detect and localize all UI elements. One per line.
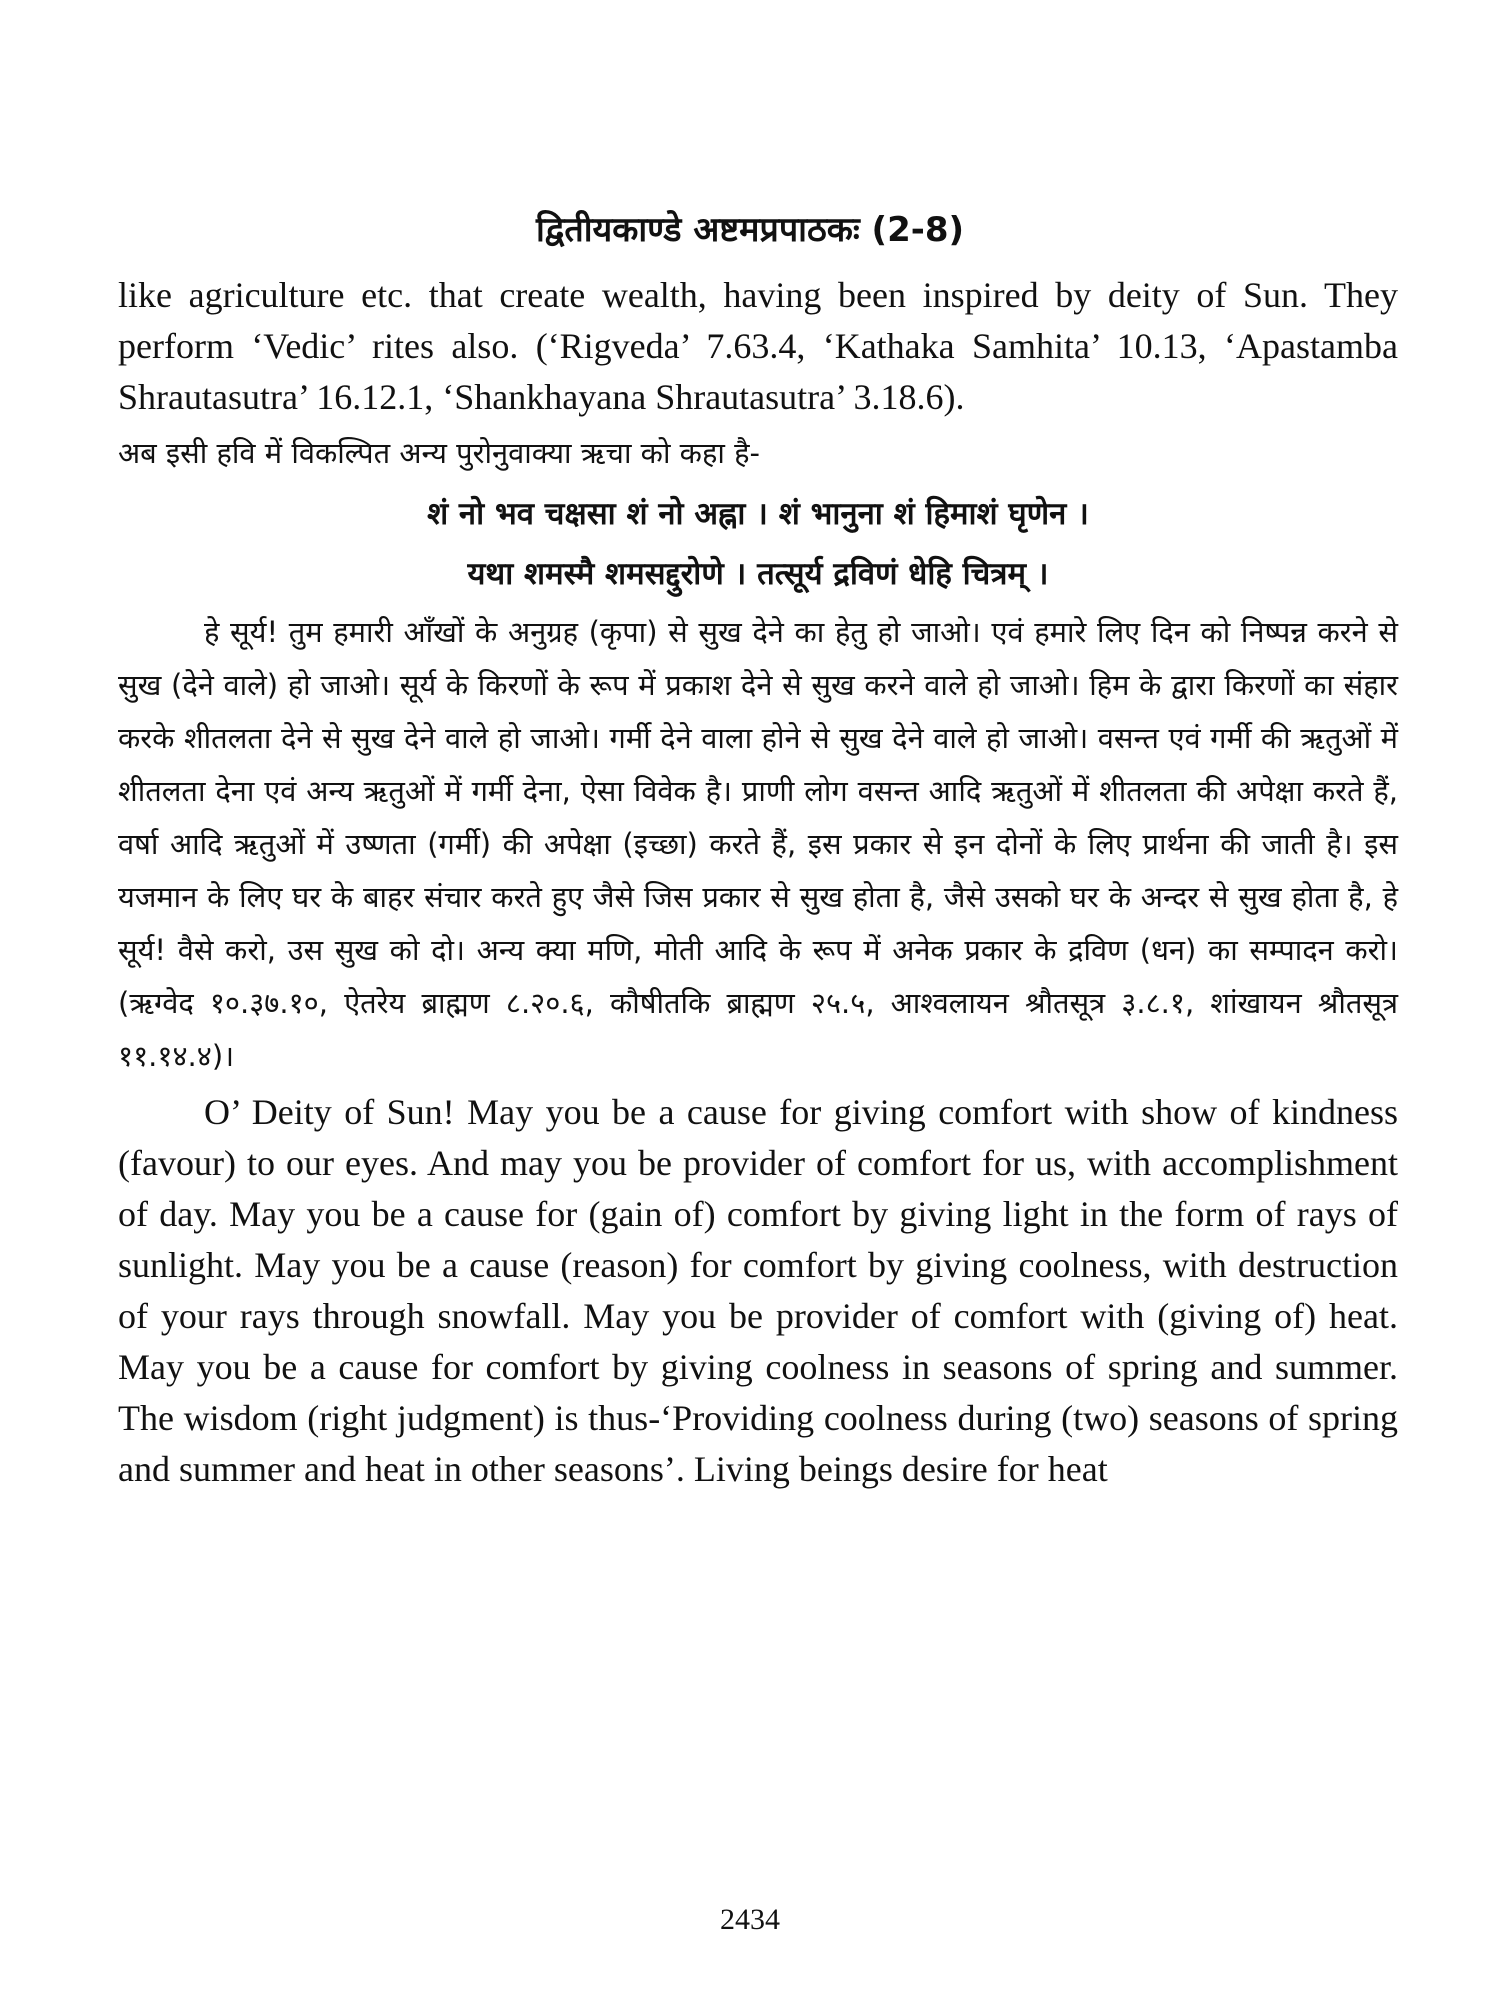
- page-number: 2434: [720, 1903, 780, 1936]
- hindi-intro-line: अब इसी हवि में विकल्पित अन्य पुरोनुवाक्या ऋचा को कहा है-: [118, 436, 760, 470]
- english-translation-paragraph: O’ Deity of Sun! May you be a cause for giving comfort with show of kindness (favour) to our eyes. And may you be provider of comfort for us, with accomplishment of day. May you be a cause for (gain of) comfort by giving light in the form of rays of sunlight. May you be a cause (reason) for comfort by giving coolness, with destruction of your rays through snowfall. May you be provider of comfort with (giving of) heat. May you be a cause for comfort by giving coolness in seasons of spring and summer. The wisdom (right judgment) is thus-‘Providing coolness during (two) seasons of spring and summer and heat in other seasons’. Living beings desire for heat: [118, 1092, 1398, 1489]
- mantra-line-1: शं नो भव चक्षसा शं नो अह्ना । शं भानुना शं हिमाशं घृणेन ।: [427, 496, 1089, 532]
- running-header: द्वितीयकाण्डे अष्टमप्रपाठकः (2-8): [535, 210, 965, 250]
- english-continuation-paragraph: like agriculture etc. that create wealth, having been inspired by deity of Sun. They perform ‘Vedic’ rites also. (‘Rigveda’ 7.63.4, ‘Kathaka Samhita’ 10.13, ‘Apastamba Shrautasutra’ 16.12.1, ‘Shankhayana Shrautasutra’ 3.18.6).: [118, 275, 1398, 417]
- mantra-line-2: यथा शमस्मै शमसद्दुरोणे । तत्सूर्य द्रविणं धेहि चित्रम् ।: [467, 556, 1049, 592]
- page-body: [118, 270, 1398, 1495]
- hindi-commentary-paragraph: हे सूर्य! तुम हमारी आँखों के अनुग्रह (कृपा) से सुख देने का हेतु हो जाओ। एवं हमारे लिए दिन को निष्पन्न करने से सुख (देने वाले) हो जाओ। सूर्य के किरणों के रूप में प्रकाश देने से सुख करने वाले हो जाओ। हिम के द्वारा किरणों का संहार करके शीतलता देने से सुख देने वाले हो जाओ। गर्मी देने वाला होने से सुख देने वाले हो जाओ। वसन्त एवं गर्मी की ऋतुओं में शीतलता देना एवं अन्य ऋतुओं में गर्मी देना, ऐसा विवेक है। प्राणी लोग वसन्त आदि ऋतुओं में शीतलता की अपेक्षा करते हैं, वर्षा आदि ऋतुओं में उष्णता (गर्मी) की अपेक्षा (इच्छा) करते हैं, इस प्रकार से इन दोनों के लिए प्रार्थना की जाती है। इस यजमान के लिए घर के बाहर संचार करते हुए जैसे जिस प्रकार से सुख होता है, जैसे उसको घर के अन्दर से सुख होता है, हे सूर्य! वैसे करो, उस सुख को दो। अन्य क्या मणि, मोती आदि के रूप में अनेक प्रकार के द्रविण (धन) का सम्पादन करो। (ऋग्वेद १०.३७.१०, ऐतरेय ब्राह्मण ८.२०.६, कौषीतकि ब्राह्मण २५.५, आश्वलायन श्रौतसूत्र ३.८.१, शांखायन श्रौतसूत्र ११.१४.४)।: [118, 615, 1398, 1073]
